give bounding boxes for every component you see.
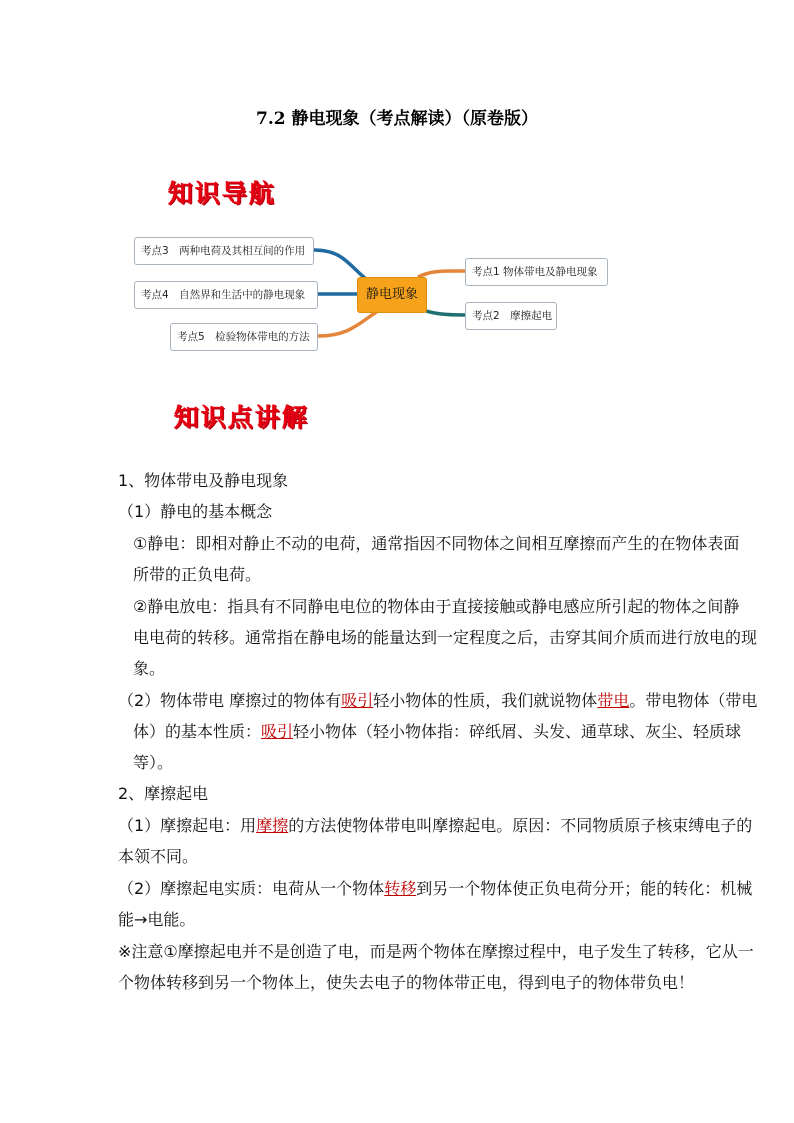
- heading-knowledge-nav: 知识导航: [168, 179, 277, 208]
- paragraph-friction-a: [118, 813, 752, 836]
- text: （2）物体带电 摩擦过的物体有: [118, 691, 342, 710]
- connector-n5: [318, 311, 378, 336]
- text: （1）摩擦起电：用: [118, 816, 257, 835]
- section-2-heading: 2、摩擦起电: [118, 784, 209, 803]
- mindmap-node-4: 考点4 自然界和生活中的静电现象: [134, 281, 318, 309]
- underlined-term: 带电: [597, 691, 630, 710]
- text: （2）摩擦起电实质：电荷从一个物体: [118, 879, 385, 898]
- paragraph-friction-b: 本领不同。: [118, 847, 199, 866]
- underlined-term: 摩擦: [256, 816, 289, 835]
- text: 到另一个物体使正负电荷分开；能的转化：机械: [416, 879, 753, 898]
- section-1-heading: 1、物体带电及静电现象: [118, 471, 289, 490]
- note-b: 个物体转移到另一个物体上，使失去电子的物体带正电，得到电子的物体带负电！: [118, 973, 695, 992]
- paragraph-charged-a: [118, 688, 757, 711]
- paragraph-static-def-a: ①静电：即相对静止不动的电荷，通常指因不同物体之间相互摩擦而产生的在物体表面: [133, 534, 740, 553]
- heading-knowledge-points: 知识点讲解: [174, 403, 310, 432]
- paragraph-discharge-b: 电电荷的转移。通常指在静电场的能量达到一定程度之后，击穿其间介质而进行放电的现: [133, 628, 758, 647]
- paragraph-charged-b: [133, 719, 741, 742]
- underlined-term: 转移: [384, 879, 417, 898]
- page-title: 7.2 静电现象（考点解读）（原卷版）: [256, 109, 538, 129]
- mindmap-node-1: 考点1 物体带电及静电现象: [465, 258, 608, 286]
- mindmap-node-2: 考点2 摩擦起电: [465, 302, 557, 330]
- text: 体）的基本性质：: [133, 722, 262, 741]
- mindmap-node-3: 考点3 两种电荷及其相互间的作用: [134, 237, 314, 265]
- paragraph-discharge-c: 象。: [133, 659, 166, 678]
- mindmap-connectors: [0, 0, 794, 400]
- text: 。带电物体（带电: [629, 691, 758, 710]
- paragraph-static-def-b: 所带的正负电荷。: [133, 565, 262, 584]
- underlined-term: 吸引: [261, 722, 294, 741]
- paragraph-essence-a: [118, 876, 752, 899]
- connector-n1: [418, 271, 465, 277]
- text: 轻小物体（轻小物体指：碎纸屑、头发、通草球、灰尘、轻质球: [293, 722, 742, 741]
- mindmap-node-5: 考点5 检验物体带电的方法: [170, 323, 318, 351]
- subsection-1-1: （1）静电的基本概念: [118, 502, 273, 521]
- paragraph-charged-c: 等）。: [133, 753, 174, 772]
- mindmap-center: 静电现象: [357, 277, 427, 313]
- text: 轻小物体的性质，我们就说物体: [373, 691, 598, 710]
- underlined-term: 吸引: [341, 691, 374, 710]
- text: 的方法使物体带电叫摩擦起电。原因：不同物质原子核束缚电子的: [288, 816, 753, 835]
- note-a: ※注意①摩擦起电并不是创造了电，而是两个物体在摩擦过程中，电子发生了转移，它从一: [118, 942, 754, 961]
- paragraph-essence-b: 能→电能。: [118, 910, 196, 929]
- paragraph-discharge-a: ②静电放电：指具有不同静电电位的物体由于直接接触或静电感应所引起的物体之间静: [133, 597, 740, 616]
